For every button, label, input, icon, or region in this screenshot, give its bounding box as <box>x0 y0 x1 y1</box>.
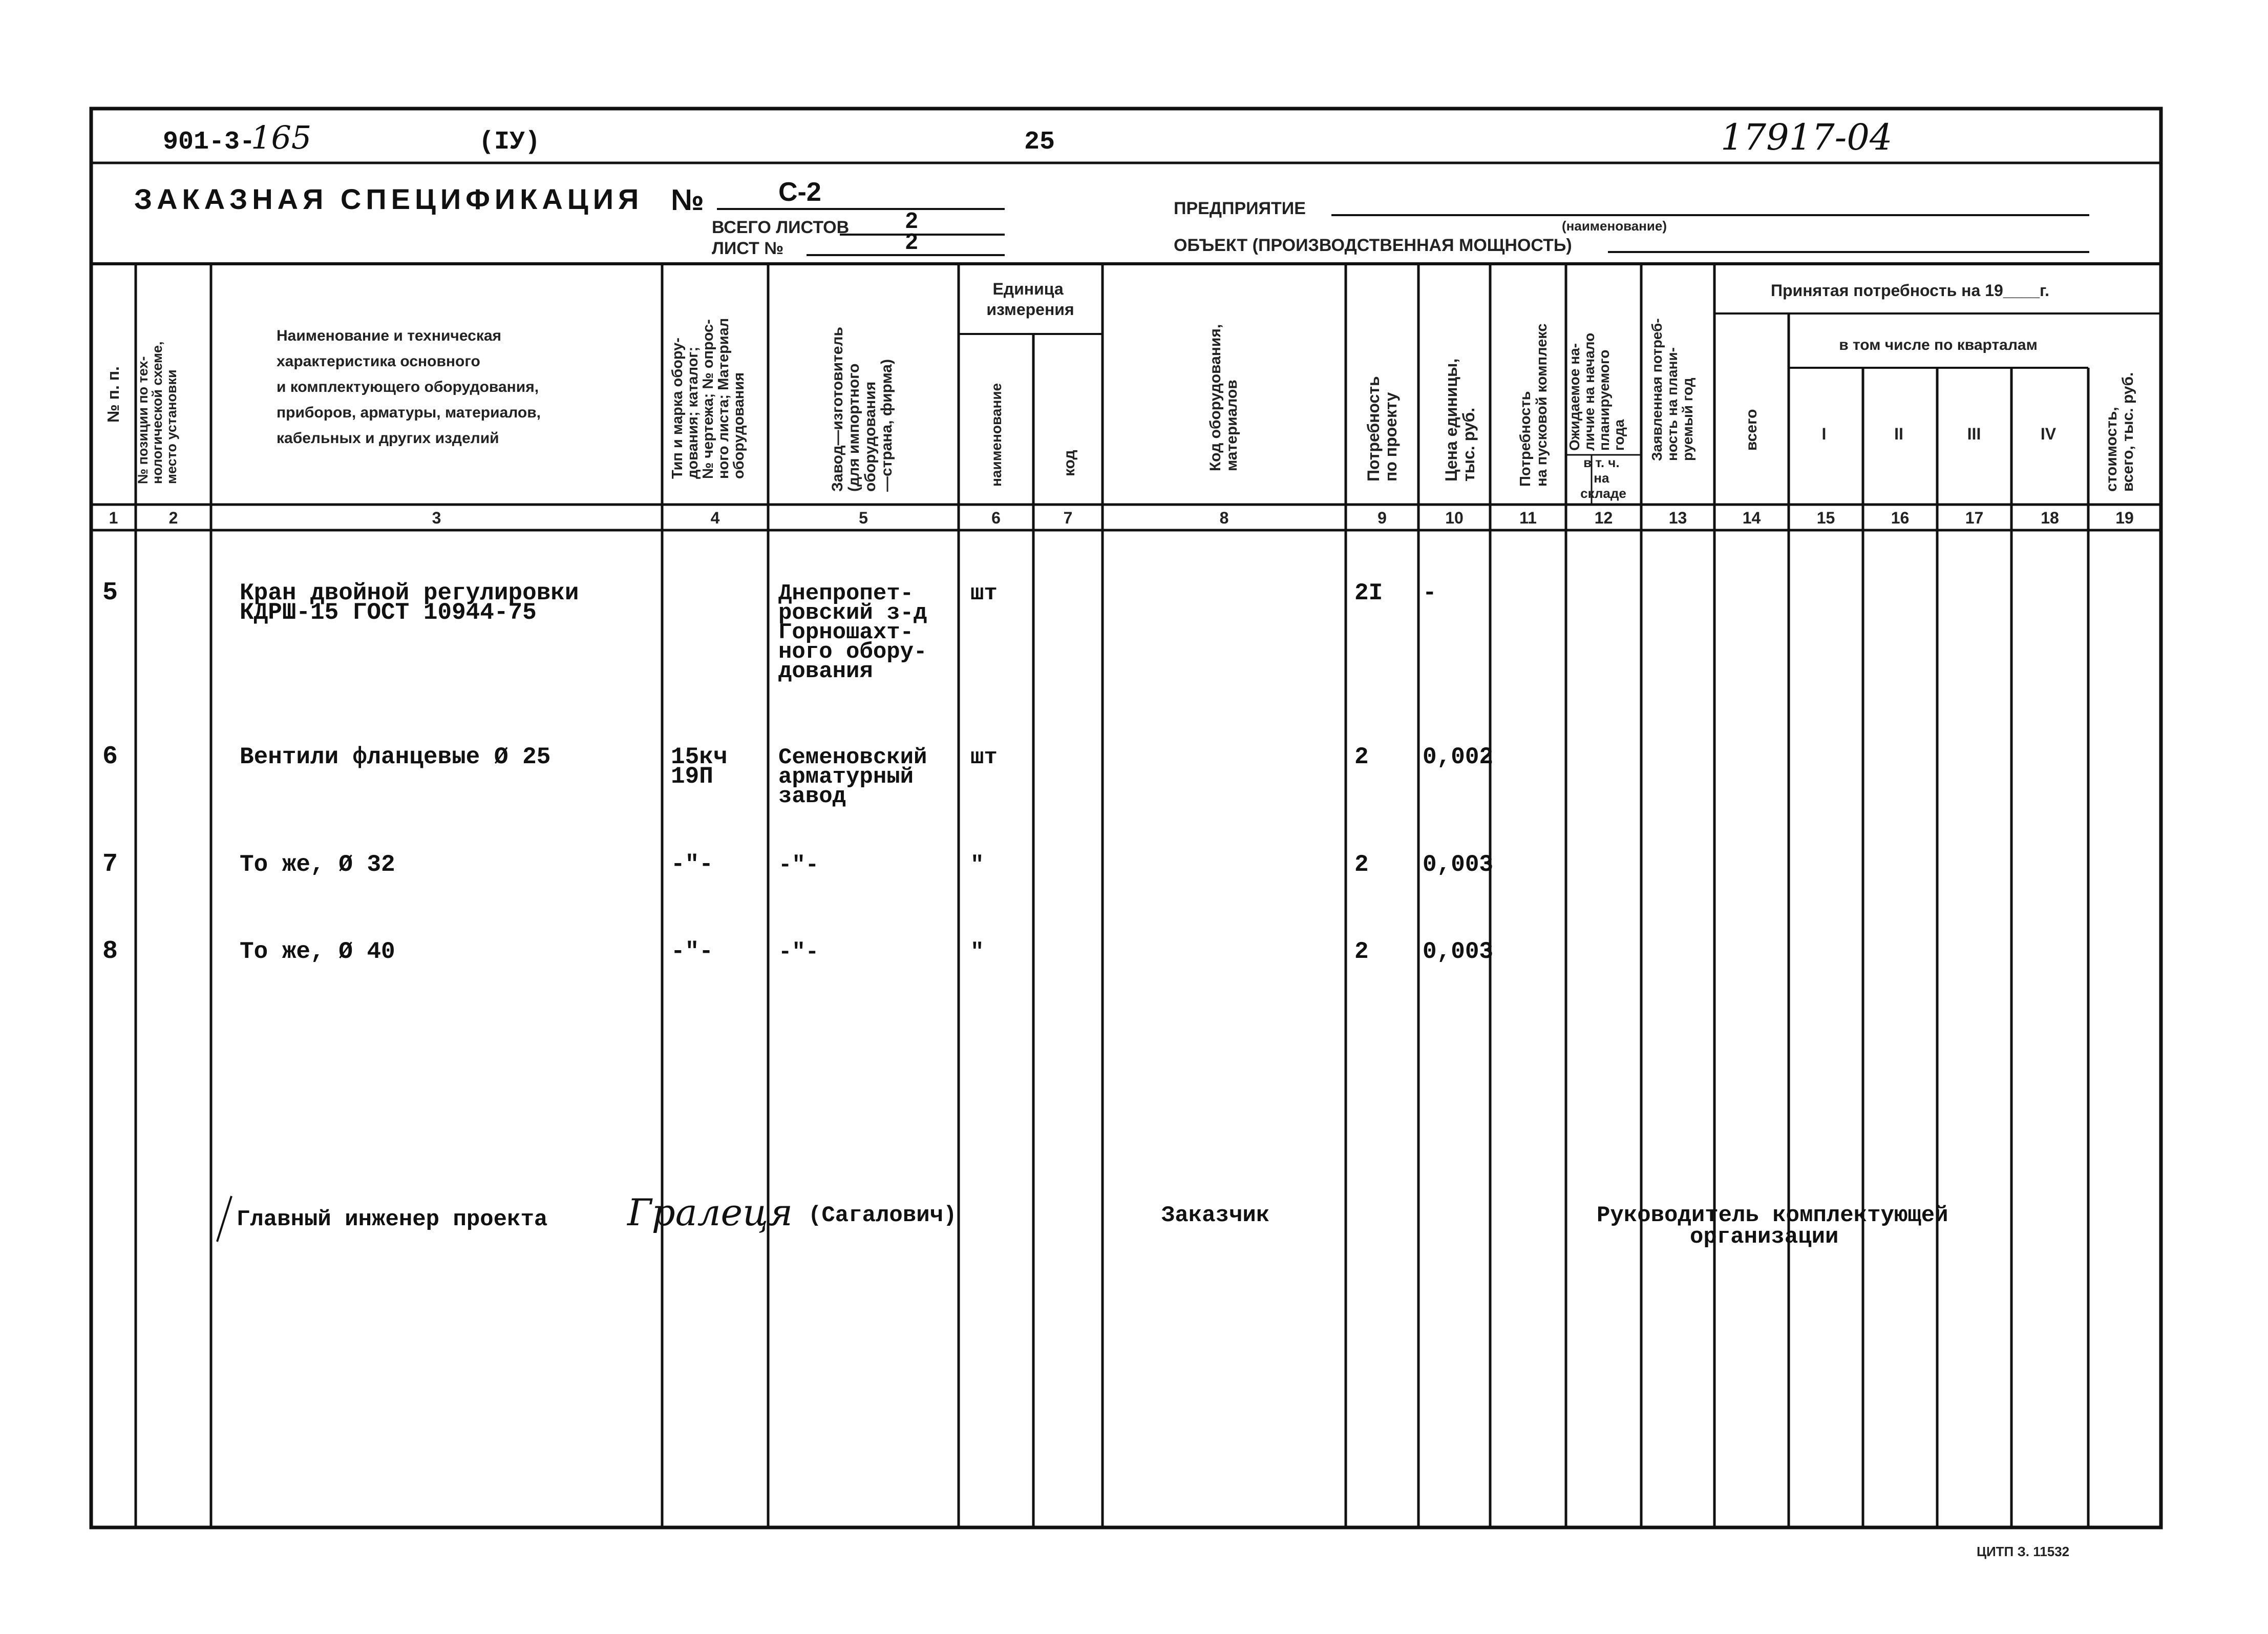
quarter-3-header: III <box>1967 425 1981 443</box>
item-manufacturer: Семеновский <box>778 745 927 770</box>
item-quantity: 2 <box>1354 851 1369 878</box>
col19-header <box>2103 372 2136 492</box>
column-number: 6 <box>991 509 1001 527</box>
item-price: - <box>1423 580 1437 606</box>
table-row <box>102 578 1437 684</box>
chief-engineer-signature: Гралеця <box>627 1191 793 1234</box>
item-manufacturer: ного обору- <box>778 639 927 665</box>
item-quantity: 2I <box>1354 580 1383 606</box>
svg-text:Тип и марка обору- дован: Тип и марка обору- дования; каталог; № чертежа; № опрос- ного листа; Материал оборудования <box>669 318 747 479</box>
svg-text:Заявленная потреб- ность: Заявленная потреб- ность на плани- руемый год <box>1649 318 1695 461</box>
object-label: ОБЪЕКТ (ПРОИЗВОДСТВЕННАЯ МОЩНОСТЬ) <box>1174 236 1572 255</box>
item-name: То же, Ø 32 <box>240 851 395 878</box>
series-number-handwritten: 165 <box>251 119 312 156</box>
item-manufacturer: -"- <box>778 852 819 878</box>
item-quantity: 2 <box>1354 744 1369 770</box>
total-sheets-label: ВСЕГО ЛИСТОВ <box>712 218 850 237</box>
col14-header <box>1743 409 1760 451</box>
sheet-number-label: ЛИСТ № <box>712 239 784 258</box>
row-number: 6 <box>102 742 118 771</box>
table-row <box>102 742 1493 809</box>
item-unit: " <box>970 939 984 965</box>
svg-text:Потребность на пусковой: Потребность на пусковой комплекс <box>1517 323 1550 487</box>
svg-text:№ позиции по тех- нологи: № позиции по тех- нологической схеме, место установки <box>135 341 179 484</box>
item-price: 0,002 <box>1423 744 1494 770</box>
column-number: 19 <box>2115 509 2134 527</box>
enterprise-label: ПРЕДПРИЯТИЕ <box>1174 199 1306 218</box>
quarter-2-header: II <box>1894 425 1903 443</box>
item-unit: шт <box>970 745 998 770</box>
page-number: 25 <box>1024 128 1055 157</box>
item-unit: " <box>970 852 984 878</box>
col13-header <box>1649 314 1695 461</box>
document-number: 17917-04 <box>1721 116 1893 158</box>
column-number: 9 <box>1377 509 1387 527</box>
item-type: -"- <box>671 938 713 965</box>
item-name: КДРШ-15 ГОСТ 10944-75 <box>240 599 537 626</box>
column-number: 18 <box>2041 509 2059 527</box>
col5-header <box>829 323 895 492</box>
col12-header <box>1566 329 1627 451</box>
column-number: 5 <box>859 509 868 527</box>
spec-number-sign: № <box>671 183 704 217</box>
column-number: 1 <box>109 509 118 527</box>
unit-group-header: Единица измерения <box>986 280 1074 319</box>
column-number: 11 <box>1519 509 1537 527</box>
footer-code: ЦИТП З. 11532 <box>1977 1544 2070 1559</box>
item-manufacturer: -"- <box>778 939 819 965</box>
quarters-header: в том числе по кварталам <box>1839 337 2038 353</box>
column-number: 13 <box>1668 509 1687 527</box>
col4-header <box>669 314 747 479</box>
row-number: 5 <box>102 578 118 607</box>
item-manufacturer: Горношахт- <box>778 620 914 645</box>
item-name: Вентили фланцевые Ø 25 <box>240 744 551 770</box>
col6-header <box>988 383 1004 487</box>
chief-engineer-label: Главный инженер проекта <box>237 1207 548 1232</box>
col11-header <box>1517 323 1550 487</box>
column-number: 2 <box>168 509 178 527</box>
svg-text:стоимость, всего, тыс. р: стоимость, всего, тыс. руб. <box>2103 372 2136 492</box>
column-number: 10 <box>1445 509 1464 527</box>
svg-text:№ п. п.: № п. п. <box>104 366 122 423</box>
svg-text:Цена единицы, тыс. руб.: Цена единицы, тыс. руб. <box>1442 358 1478 481</box>
name-caption: (наименование) <box>1562 218 1667 234</box>
column-number: 12 <box>1594 509 1613 527</box>
item-unit: шт <box>970 581 998 606</box>
supplier-label: Руководитель комплектующей организации <box>1597 1203 1948 1250</box>
column-number: 15 <box>1816 509 1835 527</box>
spec-title: ЗАКАЗНАЯ СПЕЦИФИКАЦИЯ <box>134 183 644 215</box>
spec-rows <box>102 578 1493 966</box>
item-quantity: 2 <box>1354 938 1369 965</box>
svg-text:Ожидаемое на- личие на н: Ожидаемое на- личие на начало планируемого года <box>1566 332 1627 451</box>
svg-text:наименование: наименование <box>988 383 1004 487</box>
series-number: 901-3- <box>163 128 256 157</box>
column-number: 16 <box>1891 509 1910 527</box>
col8-header <box>1207 320 1240 471</box>
svg-text:Код оборудования, матери: Код оборудования, материалов <box>1207 324 1240 471</box>
column-number: 4 <box>710 509 720 527</box>
column-lines <box>136 264 2088 1527</box>
customer-label: Заказчик <box>1161 1203 1270 1228</box>
col3-header: Наименование и техническая характеристика основного и комплектующего оборудования, приборов, арматуры, материалов, кабельных и других изделий <box>277 327 541 447</box>
col10-header <box>1442 354 1478 481</box>
row-number: 8 <box>102 937 118 966</box>
column-number: 17 <box>1965 509 1984 527</box>
h12-sub-header: в т. ч. на складе <box>1580 455 1626 501</box>
item-manufacturer: завод <box>778 784 846 809</box>
column-number: 8 <box>1219 509 1229 527</box>
table-row <box>102 937 1493 966</box>
col7-header <box>1061 450 1078 476</box>
col9-header <box>1364 371 1400 481</box>
chief-engineer-name: (Сагалович) <box>808 1203 957 1228</box>
item-type: -"- <box>671 851 713 878</box>
accepted-need-header: Принятая потребность на 19____г. <box>1771 281 2049 300</box>
sheet-number-value: 2 <box>905 229 918 254</box>
svg-text:Потребность по проекту: Потребность по проекту <box>1364 376 1400 481</box>
svg-text:Завод—изготовитель (для: Завод—изготовитель (для импортного оборудования —страна, фирма) <box>829 327 895 492</box>
svg-text:всего: всего <box>1743 409 1760 451</box>
total-sheets-value: 2 <box>905 208 918 233</box>
item-price: 0,003 <box>1423 938 1494 965</box>
item-manufacturer: Днепропет- <box>778 581 914 606</box>
outer-frame <box>91 109 2161 1527</box>
item-name: Кран двойной регулировки <box>240 580 579 606</box>
row-number: 7 <box>102 850 118 879</box>
table-row <box>102 850 1493 879</box>
spec-number-value: С-2 <box>778 177 821 207</box>
quarter-4-header: IV <box>2040 425 2057 443</box>
column-number: 3 <box>432 509 441 527</box>
svg-text:код: код <box>1061 450 1078 476</box>
item-manufacturer: ровский з-д <box>778 600 927 626</box>
column-numbers <box>109 509 2134 527</box>
item-type: 19П <box>671 763 713 790</box>
quarter-1-header: I <box>1821 425 1827 443</box>
item-manufacturer: арматурный <box>778 764 914 790</box>
col1-header <box>104 366 122 423</box>
volume-label: (IУ) <box>479 128 541 157</box>
item-manufacturer: дования <box>778 659 873 684</box>
column-number: 7 <box>1063 509 1073 527</box>
column-number: 14 <box>1742 509 1761 527</box>
col2-header <box>135 338 179 484</box>
item-name: То же, Ø 40 <box>240 938 395 965</box>
item-type: 15кч <box>671 744 728 770</box>
signature-slash <box>217 1196 231 1242</box>
item-price: 0,003 <box>1423 851 1494 878</box>
